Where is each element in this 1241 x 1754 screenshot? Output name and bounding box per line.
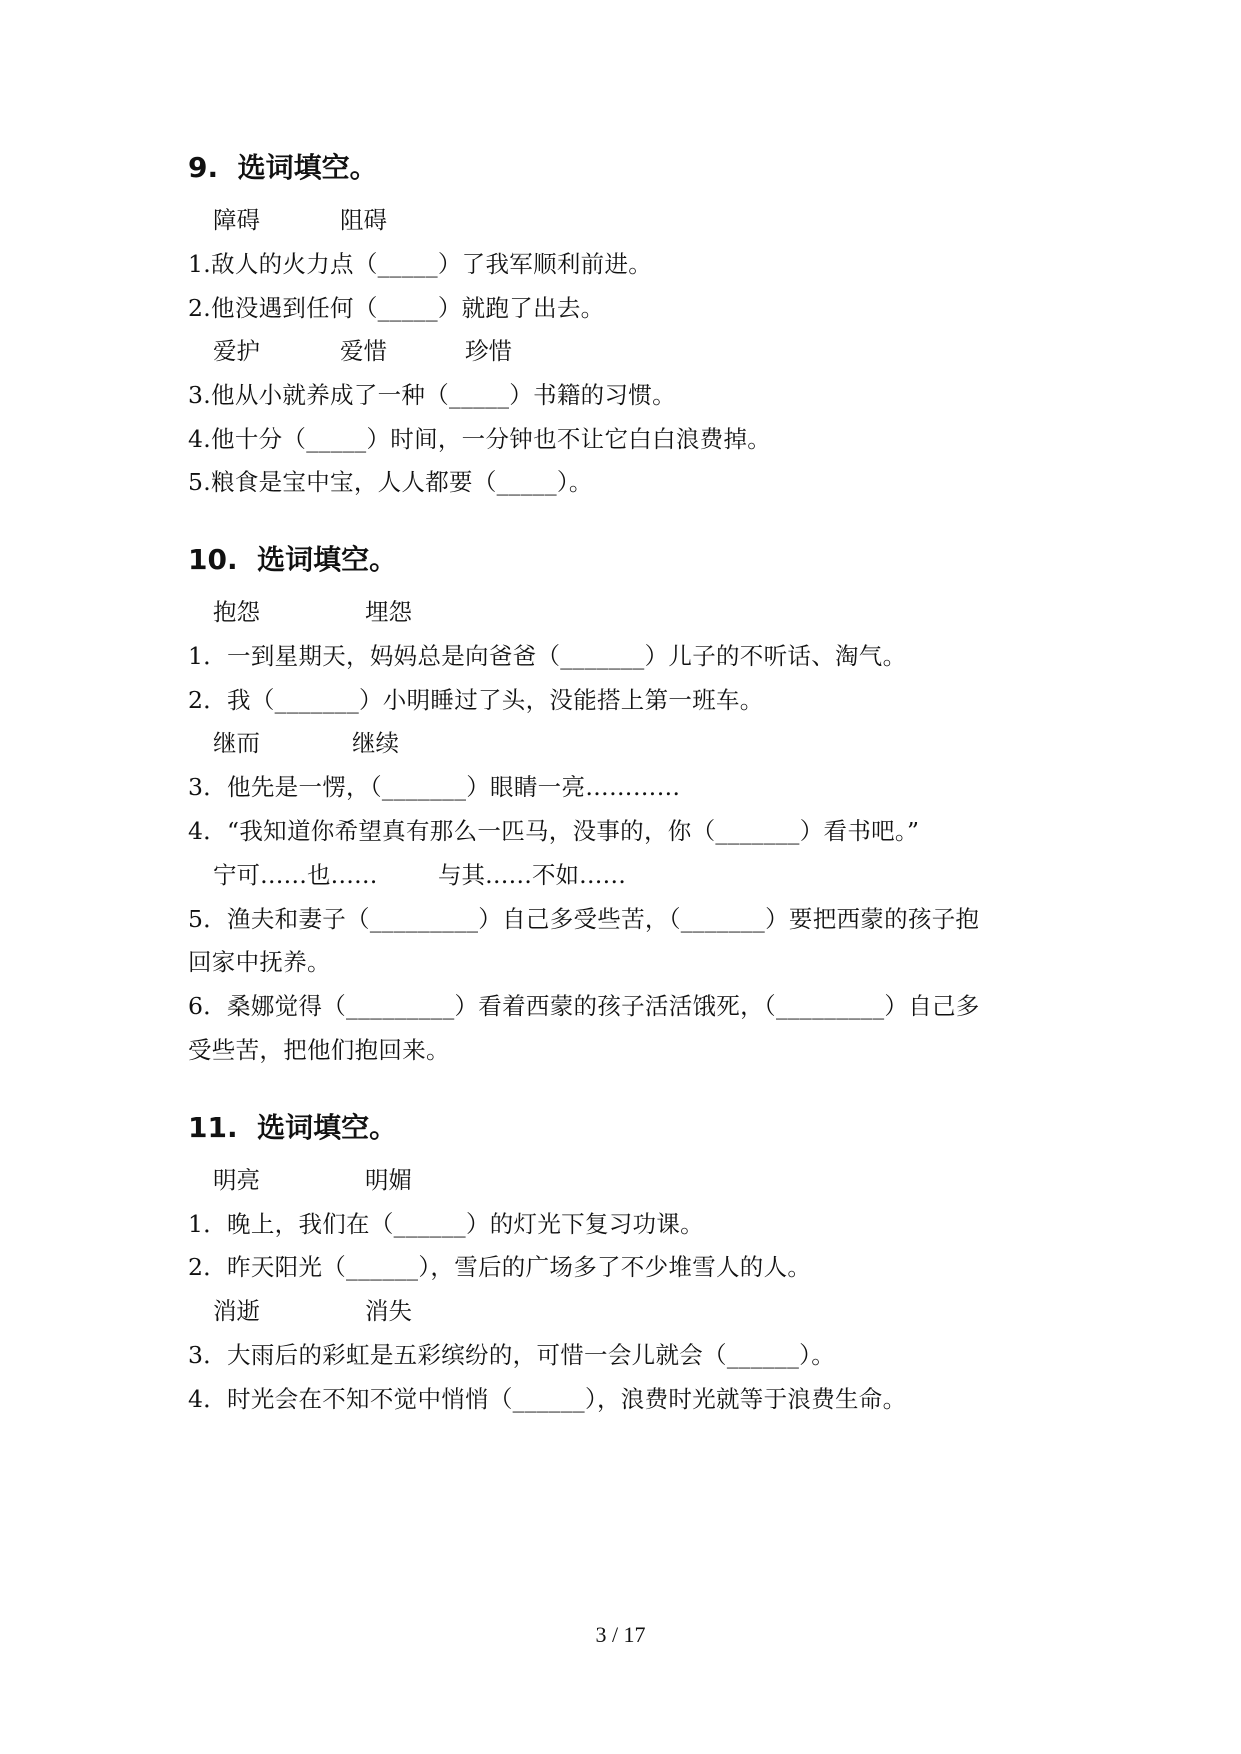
question-line: 1．晚上，我们在（______）的灯光下复习功课。 xyxy=(188,1210,704,1238)
word-option: 障碍 xyxy=(213,206,260,234)
question-line: 5．渔夫和妻子（_________）自己多受些苦，（_______）要把西蒙的孩子抱 xyxy=(188,905,980,933)
question-line: 2．昨天阳光（______），雪后的广场多了不少堆雪人的人。 xyxy=(188,1253,812,1281)
word-option: 明媚 xyxy=(365,1166,412,1194)
word-option: 阻碍 xyxy=(340,206,387,234)
question-line: 2．我（_______）小明睡过了头，没能搭上第一班车。 xyxy=(188,686,764,714)
question-line: 3．大雨后的彩虹是五彩缤纷的，可惜一会儿就会（______）。 xyxy=(188,1341,836,1369)
question-line: 3．他先是一愣，（_______）眼睛一亮………… xyxy=(188,773,681,801)
question-line: 6．桑娜觉得（_________）看着西蒙的孩子活活饿死，（_________）自己多 xyxy=(188,992,980,1020)
question-line: 回家中抚养。 xyxy=(188,948,331,976)
word-option: 抱怨 xyxy=(213,598,260,626)
question-line: 4.他十分（_____）时间，一分钟也不让它白白浪费掉。 xyxy=(188,425,772,453)
word-option: 埋怨 xyxy=(365,598,412,626)
question-line: 4．“我知道你希望真有那么一匹马，没事的，你（_______）看书吧。” xyxy=(188,817,920,845)
page-number: 3 / 17 xyxy=(595,1622,646,1647)
word-option: 继而 xyxy=(213,729,260,757)
question-line: 3.他从小就养成了一种（_____）书籍的习惯。 xyxy=(188,381,676,409)
word-option: 明亮 xyxy=(213,1166,260,1194)
word-option: 消逝 xyxy=(213,1297,260,1325)
word-option: 爱护 xyxy=(213,337,260,365)
section-title: 11. 选词填空。 xyxy=(188,1111,398,1144)
question-line: 4．时光会在不知不觉中悄悄（______），浪费时光就等于浪费生命。 xyxy=(188,1385,907,1413)
question-line: 5.粮食是宝中宝，人人都要（_____）。 xyxy=(188,468,593,496)
question-line: 1．一到星期天，妈妈总是向爸爸（_______）儿子的不听话、淘气。 xyxy=(188,642,907,670)
word-option: 珍惜 xyxy=(465,337,512,365)
question-line: 受些苦，把他们抱回来。 xyxy=(188,1036,450,1064)
word-option: 与其……不如…… xyxy=(438,861,626,889)
word-option: 继续 xyxy=(352,729,399,757)
word-option: 宁可……也…… xyxy=(213,861,378,889)
word-option: 爱惜 xyxy=(340,337,387,365)
word-option: 消失 xyxy=(365,1297,412,1325)
section-title: 9. 选词填空。 xyxy=(188,151,378,184)
question-line: 1.敌人的火力点（_____）了我军顺利前进。 xyxy=(188,250,653,278)
question-line: 2.他没遇到任何（_____）就跑了出去。 xyxy=(188,294,605,322)
section-title: 10. 选词填空。 xyxy=(188,543,398,576)
